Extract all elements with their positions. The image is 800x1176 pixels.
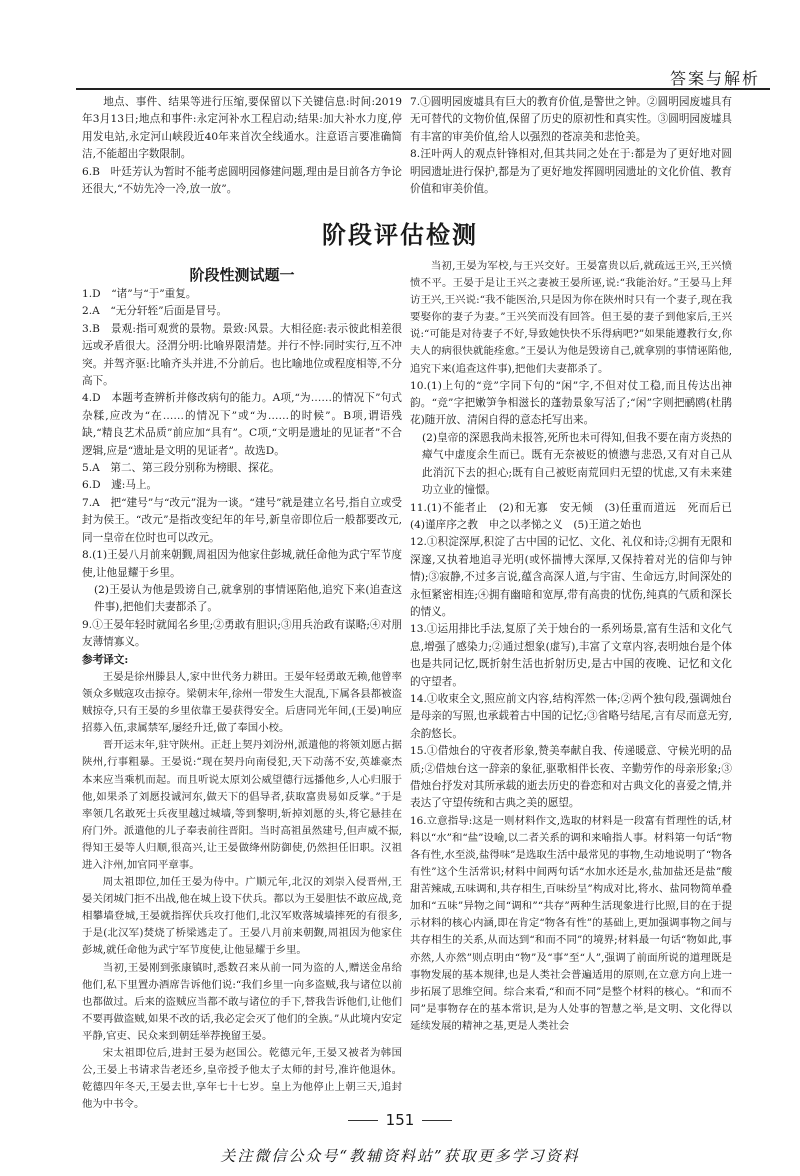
reference-label: 参考译文: <box>82 653 129 666</box>
translation-paragraph: 周太祖即位,加任王晏为侍中。广顺元年,北汉的刘崇入侵晋州,王晏关闭城门拒不出战,他在城上设下伏兵。都以为王晏胆怯不敢应战,竞相攀墙登城,王晏就指挥伏兵攻打他们,北汉军败落城墙摔死的有很多,于是(北汉军)焚烧了桥梁逃走了。王晏八月前来朝觐,周祖因为他家住彭城,就任命他为武宁军节度使,让他显耀于乡里。 <box>82 876 402 957</box>
translation-paragraph: 当初,王晏为军校,与王兴交好。王晏富贵以后,就疏远王兴,王兴愤愤不平。王晏于是让王兴之妻被王晏所诬,说:“我能治好。”王晏马上拜访王兴,王兴说:“我不能医治,只是因为你在陕州时只有一个妻子,现在我要娶你的妻子为妻。”王兴笑而没有回答。但王晏的妻子到他家后,王兴说:“可能是对待妻子不好,导致她快快不乐得病吧?”如果能遵教行女,你夫人的病很快就能痊愈。”王晏认为他是毁谤自己,就拿别的事情诬陷他,追究下来(追查这件事),把他们夫妻都杀了。 <box>410 260 732 375</box>
page-number-dash <box>348 1120 378 1121</box>
answer-item: 13.①运用排比手法,复原了关于烛台的一系列场景,富有生活和文化气息,增强了感染力;②通过想象(虚写),丰富了文章内容,表明烛台是个体也是共同记忆,既折射生活也折射历史,是古中国的夜晚、记忆和文化的守望者。 <box>410 623 732 688</box>
answer-item: 9.①王晏年轻时就闻名乡里;②勇敢有胆识;③用兵治政有谋略;④对朋友薄情寡义。 <box>82 618 402 649</box>
answer-item: 8.(1)王晏八月前来朝觐,周祖因为他家住彭城,就任命他为武宁军节度使,让他显耀于乡里。 <box>82 549 402 579</box>
answer-item: 3.B 景观:指可观赏的景物。景致:风景。大相径庭:表示彼此相差很远或矛盾很大。泾渭分明:比喻界限清楚。并行不悖:同时实行,互不冲突。并驾齐驱:比喻齐头并进,不分前后。也比喻地位或程度相等,不分高下。 <box>82 322 402 388</box>
footer-note: 关注微信公众号“教辅资料站”获取更多学习资料 <box>220 1147 580 1165</box>
answer-item: 7.A 把“建号”与“改元”混为一谈。“建号”就是建立名号,指自立或受封为侯王。“改元”是指改变纪年的年号,新皇帝即位后一般都要改元,同一皇帝在位时也可以改元。 <box>82 496 402 544</box>
page-number-text: 151 <box>385 1111 415 1129</box>
answer-item: 1.D “诸”与“于”重复。 <box>82 288 197 300</box>
header-rule <box>76 88 770 90</box>
answer-item: 16.立意指导:这是一则材料作文,选取的材料是一段富有哲理性的话,材料以“水”和“盐”设喻,以二者关系的调和来喻指人事。材料第一句话“物各有性,水至淡,盐得味”是选取生活中最常见的事物,生动地说明了“物各有性”这个生活常识;材料中间两句话“水加水还是水,盐加盐还是盐”酸甜苦辣咸,五味调和,共存相生,百味纷呈”构成对比,将水、盐同物简单叠加和“五味”异物之间“调和”“共存”两种生活现象进行比照,目的在于提示材料的核心内涵,即在肯定“物各有性”的基础上,更加强调事物之间与共存相生的关系,从而达到“和而不同”的境界;材料最一句话“物如此,事亦然,人亦然”则点明由“物”及“事”至“人”,强调了前面所说的道理既是事物发展的基本规律,也是人类社会普遍适用的原则,在立意方向上进一步拓展了思维空间。综合来看,“和而不同”是整个材料的核心。“和而不同”是事物存在的基本常识,是为人处事的智慧之举,是文明、文化得以延续发展的精神之基,更是人类社会 <box>410 814 732 1032</box>
answer-paragraph: 7.①圆明园废墟具有巨大的教育价值,是警世之钟。②圆明园废墟具有无可替代的文物价值,保留了历史的原初性和真实性。③圆明园废墟具有丰富的审美价值,给人以强烈的苍凉美和悲怆美。 <box>410 96 732 143</box>
translation-paragraph: 王晏是徐州滕县人,家中世代务力耕田。王晏年轻勇敢无赖,他曾率领众多贼寇攻击掠夺。梁朝末年,徐州一带发生大混乱,下属各县都被盗贼掠夺,只有王晏的乡里依靠王晏获得安全。后唐同光年间,(王晏)响应招募入伍,隶属禁军,屡经升迁,做了奉国小校。 <box>82 670 402 735</box>
answer-item: 4.D 本题考查辨析并修改病句的能力。A项,“为……的情况下”句式杂糅,应改为“在……的情况下”或“为……的时候”。B项,谓语残缺,“精良艺术品质”前应加“具有”。C项,“文明是遗址的见证者”不合逻辑,应是“遗址是文明的见证者”。故选D。 <box>82 392 402 457</box>
answer-item: (2)王晏认为他是毁谤自己,就拿别的事情诬陷他,追究下来(追查这件事),把他们夫妻都杀了。 <box>94 583 402 614</box>
answer-item: (2)皇帝的深恩我尚未报答,死所也未可得知,但我不要在南方炎热的瘴气中虚度余生而已。既有无奈被贬的愤懑与悲恐,又有对自己从此消沉下去的担心;既有自己被贬南荒回归无望的忧虑,又有未来建功立业的憧憬。 <box>422 431 732 497</box>
answer-item: 15.①借烛台的守夜者形象,赞美奉献自我、传递暖意、守候光明的品质;②借烛台这一辞亲的象征,驱歌相伴长夜、辛勤劳作的母亲形象;③借烛台抒发对其所承载的逝去历史的眷恋和对古典文化的喜爱之情,并表达了守望传统和古典之美的愿望。 <box>410 745 732 810</box>
answer-item: 11.(1)不能者止 (2)和无寡 安无倾 (3)任重而道远 死而后已 (4)谨庠序之教 申之以孝悌之义 (5)王道之始也 <box>410 501 743 531</box>
sub-title: 阶段性测试题一 <box>189 266 295 284</box>
answer-item: 5.A 第二、第三段分别称为榜眼、探花。 <box>82 462 280 475</box>
answer-item: 2.A “无分轩轾”后面是冒号。 <box>82 305 228 318</box>
answer-item: 6.D 遽:马上。 <box>82 479 158 492</box>
translation-paragraph: 晋开运末年,驻守陕州。正赶上契丹刘汾州,派遣他的将领刘愿占据陕州,行事粗暴。王晏说:“现在契丹向南侵犯,天下动荡不安,英雄豪杰本来应当乘机而起。而且听说太原刘公威望德行远播他乡,人心归服于他,如果杀了刘愿投诚河东,做天下的倡导者,获取富贵易如反掌。”于是率领几名敢死士兵夜里越过城墙,等到黎明,斩掉刘愿的头,将它悬挂在府门外。派遣他的儿子奉表前往晋阳。当时高祖虽然建号,但声威不振,得知王晏等人归顺,很高兴,让王晏做绛州防御使,仍然担任旧职。汉祖进入汴州,加官同平章事。 <box>82 739 402 871</box>
answer-paragraph: 地点、事件、结果等进行压缩,要保留以下关键信息:时间:2019年3月13日;地点和事件:永定河补水工程启动;结果:加大补水力度,停用发电站,永定河山峡段近40年来首次全线通水。注意语言要准确简洁,不能超出字数限制。 <box>82 96 402 161</box>
page-number-dash <box>422 1120 452 1121</box>
translation-paragraph: 当初,王晏刚到张康镇时,悉数召来从前一同为盗的人,赠送金帛给他们,私下里置办酒席告诉他们说:“我们乡里一向多盗贼,我与诸位以前也都做过。后来的盗贼应当都不敢与诸位的手下,替我告诉他们,让他们不要再做盗贼,如果不改的话,我必定会灭了他们的全族。”从此境内安定平静,官吏、民众来到朝廷举荐挽留王晏。 <box>82 961 402 1042</box>
top-right-column <box>410 94 732 198</box>
answer-item: 14.①收束全文,照应前文内容,结构浑然一体;②两个独句段,强调烛台是母亲的写照,也承载着古中国的记忆;③省略号结尾,言有尽而意无穷,余韵悠长。 <box>410 692 732 740</box>
answer-paragraph: 6.B 叶廷芳认为暂时不能考虑圆明园修建问题,理由是目前各方争论还很大,“不妨先冷一冷,放一放”。 <box>82 165 402 196</box>
left-main-column <box>82 286 402 1113</box>
answer-item: 10.(1)上句的“竞”字同下句的“闲”字,不但对仗工稳,而且传达出神韵。“竞”字把嫩笋争相滋长的蓬勃景象写活了;“闲”字则把鹂鸥(杜鹃花)随开放、清闲自得的意态托写出来。 <box>410 379 732 427</box>
right-main-column <box>410 258 743 1035</box>
answer-paragraph: 8.汪叶两人的观点针锋相对,但其共同之处在于:都是为了更好地对圆明园遗址进行保护,都是为了更好地发挥圆明园遗址的文化价值、教育价值和审美价值。 <box>410 148 732 196</box>
answer-item: 12.①积淀深厚,积淀了古中国的记忆、文化、礼仪和诗;②拥有无限和深邃,又执着地追寻光明(或怀揣博大深厚,又保持着对光的信仰与钟情);③寂静,不过多言说,蕴含高深人道,与宇宙、生命远方,时间深处的永恒紧密相连;④拥有幽暗和宽厚,带有高贵的忧伤,纯真的气质和深长的情义。 <box>410 536 732 618</box>
header-label: 答案与解析 <box>669 69 760 88</box>
top-left-column <box>82 94 402 198</box>
page-number <box>0 1111 800 1129</box>
translation-paragraph: 宋太祖即位后,进封王晏为赵国公。乾德元年,王晏又被者为韩国公,王晏上书请求告老还乡,皇帝授予他太子太师的封号,准许他退休。乾德四年冬天,王晏去世,享年七十七岁。皇上为他停止上朝三天,追封他为中书令。 <box>82 1047 402 1111</box>
section-title: 阶段评估检测 <box>322 221 478 249</box>
